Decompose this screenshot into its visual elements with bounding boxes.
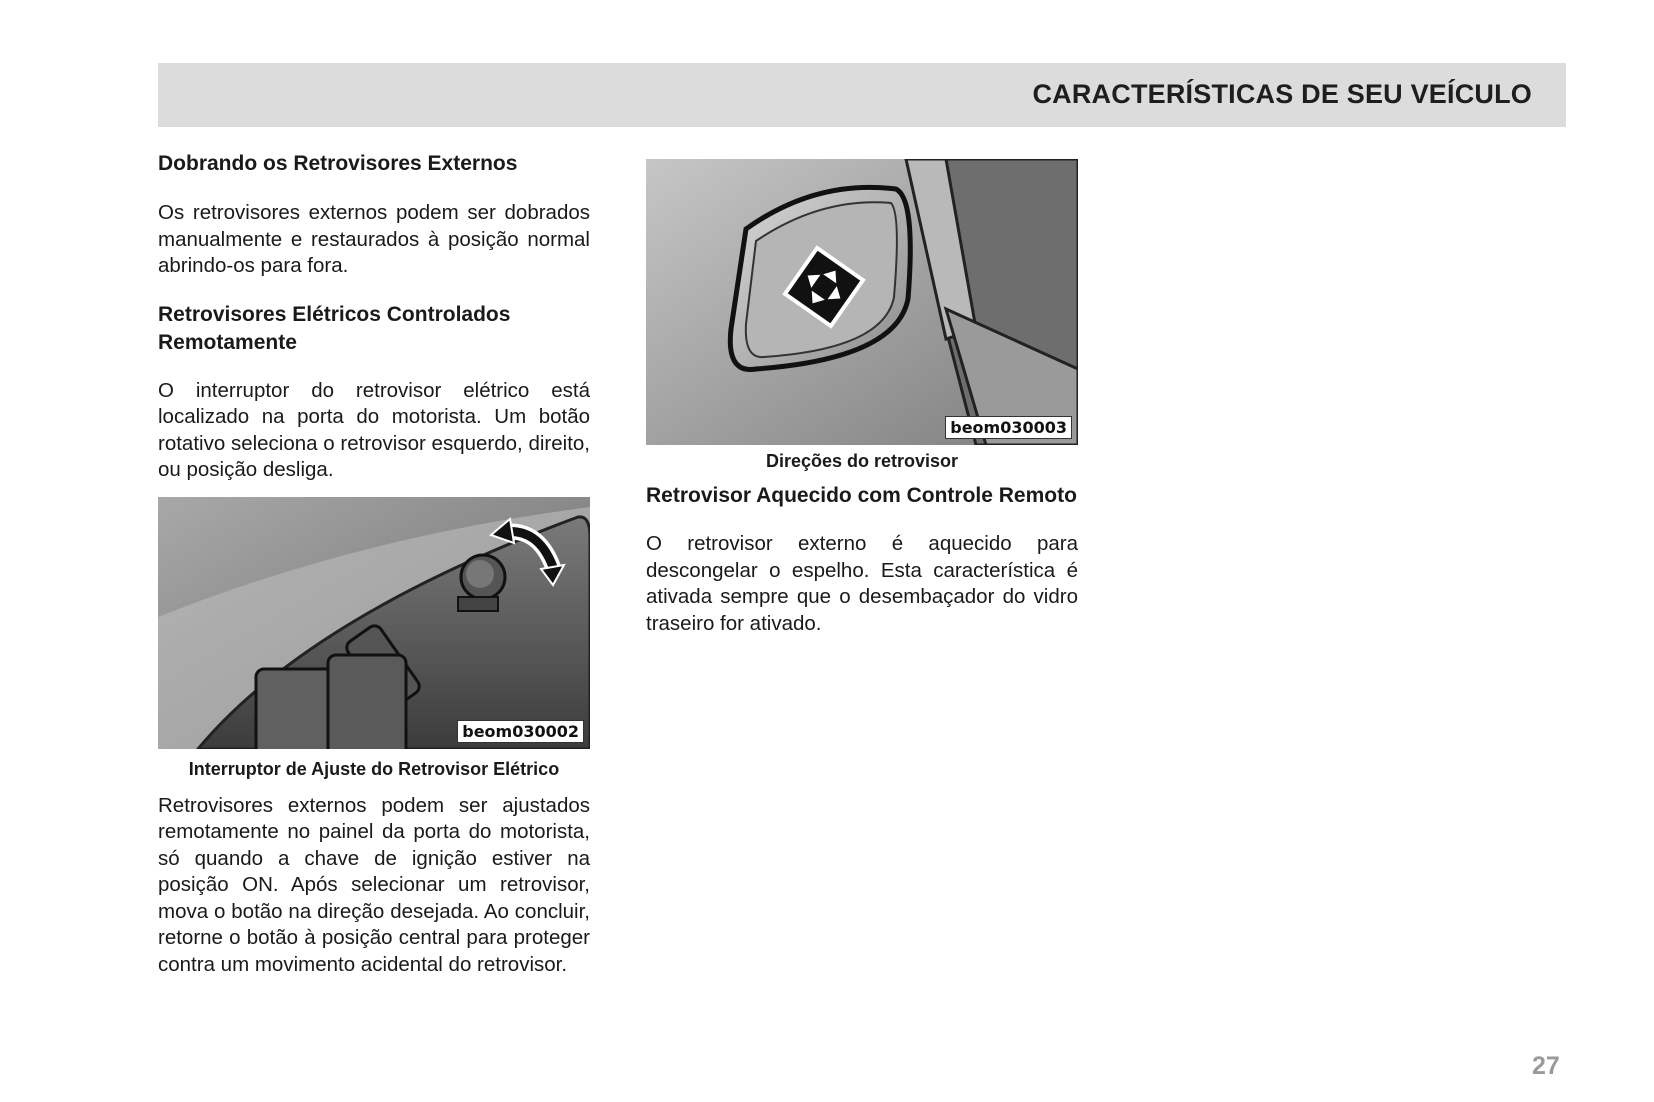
figure-mirror-switch bbox=[158, 497, 590, 749]
left-column bbox=[158, 150, 590, 978]
page-number: 27 bbox=[1532, 1052, 1560, 1080]
section-heading-electric-mirrors: Retrovisores Elétricos Controlados Remotamente bbox=[158, 302, 511, 354]
section-heading-heated-mirror: Retrovisor Aquecido com Controle Remoto bbox=[646, 484, 1077, 507]
figure-code: beom030002 bbox=[457, 720, 584, 743]
page-section-title: CARACTERÍSTICAS DE SEU VEÍCULO bbox=[1032, 79, 1532, 109]
mirror-switch-illustration bbox=[158, 497, 590, 749]
middle-column bbox=[646, 159, 1078, 637]
figure-code: beom030003 bbox=[945, 416, 1072, 439]
header-band bbox=[158, 63, 1566, 127]
paragraph-folding-mirrors: Os retrovisores externos podem ser dobrados manualmente e restaurados à posição normal abrindo-os para fora. bbox=[158, 201, 590, 277]
section-heading-folding-mirrors: Dobrando os Retrovisores Externos bbox=[158, 152, 518, 175]
paragraph-electric-mirror-switch: O interruptor do retrovisor elétrico está localizado na porta do motorista. Um botão rotativo seleciona o retrovisor esquerdo, direito, ou posição desliga. bbox=[158, 378, 590, 481]
paragraph-mirror-adjustment: Retrovisores externos podem ser ajustados remotamente no painel da porta do motorista, só quando a chave de ignição estiver na posição ON. Após selecionar um retrovisor, mova o botão na direção desejada. Ao concluir, retorne o botão à posição central para proteger contra um movimento acidental do retrovisor. bbox=[158, 793, 590, 976]
mirror-directions-illustration bbox=[646, 159, 1078, 445]
figure-mirror-directions bbox=[646, 159, 1078, 445]
figure-caption: Interruptor de Ajuste do Retrovisor Elétrico bbox=[188, 758, 560, 779]
paragraph-heated-mirror: O retrovisor externo é aquecido para descongelar o espelho. Esta característica é ativada sempre que o desembaçador do vidro traseiro for ativado. bbox=[646, 532, 1078, 635]
figure-caption: Direções do retrovisor bbox=[765, 451, 959, 471]
